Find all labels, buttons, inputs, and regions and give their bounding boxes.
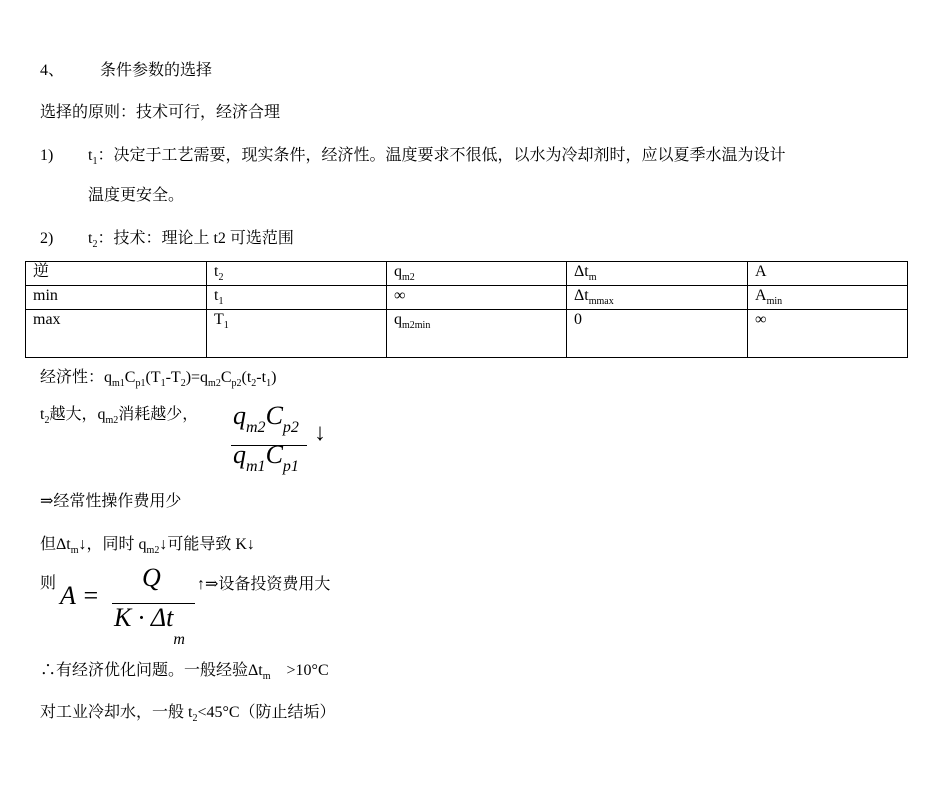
item1-body: ：决定于工艺需要，现实条件，经济性。温度要求不很低，以水为冷却剂时，应以夏季水温为设计	[97, 147, 786, 164]
table-cell: ∞	[748, 310, 908, 358]
item1-marker: 1)	[40, 147, 54, 164]
item2-var: t	[88, 230, 93, 247]
ratio-down-arrow: ↓	[314, 420, 326, 446]
area-numerator: Q	[142, 563, 161, 592]
principle-text: 选择的原则：技术可行，经济合理	[40, 104, 281, 121]
item2-text	[88, 229, 294, 249]
item1-var-sub: 1	[92, 156, 98, 167]
area-prefix: 则	[40, 575, 57, 592]
table-cell: $t_2$	[207, 262, 387, 286]
table-row	[26, 262, 908, 286]
conclusion-line: ∴有经济优化问题。一般经验$\Delta t_m >10^\circ C$	[40, 662, 329, 682]
cooling-water-line: 对工业冷却水，一般 $t_2<45^\circ C$（防止结垢）	[40, 704, 336, 724]
item1-continuation: 温度更安全。	[88, 187, 185, 204]
t2-consumption-line: $t_2$越大，$q_{m2}$消耗越少，	[40, 406, 199, 426]
table-cell: 逆	[26, 262, 207, 286]
ratio-denominator: $q_{m1}C_{p1}$	[233, 440, 299, 475]
table-cell: $\Delta t_m$	[567, 262, 748, 286]
item2-var-sub: 2	[92, 239, 98, 250]
table-cell: $q_{m2}$	[387, 262, 567, 286]
range-table	[25, 261, 908, 358]
section-title: 条件参数的选择	[100, 62, 213, 79]
section-number: 4、	[40, 62, 65, 79]
table-row	[26, 310, 908, 358]
area-denominator: $K \cdot \Delta t_m$	[114, 603, 185, 648]
table-cell: 0	[567, 310, 748, 358]
table-cell: $A_{min}$	[748, 286, 908, 310]
area-consequence: ↑⇒设备投资费用大	[197, 576, 331, 593]
area-lhs: A =	[60, 581, 100, 610]
economy-line: 经济性：$q_{m1}C_{p1}(T_1-T_2)=q_{m2}C_{p2}(t_2-t_1)$	[40, 369, 277, 389]
item1-text	[88, 146, 785, 166]
heat-transfer-line: 但$\Delta t_m↓$，同时 $q_{m2}↓$可能导致 K↓	[40, 536, 255, 556]
economy-label: 经济性：	[40, 369, 105, 386]
item2-body: ：技术：理论上 t2 可选范围	[97, 230, 294, 247]
ratio-numerator: $q_{m2}C_{p2}$	[233, 401, 299, 436]
operating-cost-line: ⇒经常性操作费用少	[40, 493, 182, 510]
table-cell: max	[26, 310, 207, 358]
table-cell: ∞	[387, 286, 567, 310]
table-cell: $T_1$	[207, 310, 387, 358]
table-cell: $t_1$	[207, 286, 387, 310]
table-cell: $q_{m2min}$	[387, 310, 567, 358]
table-cell: min	[26, 286, 207, 310]
item1-var: t	[88, 147, 93, 164]
table-cell: A	[748, 262, 908, 286]
table-cell: $\Delta t_{mmax}$	[567, 286, 748, 310]
item2-marker: 2)	[40, 230, 54, 247]
table-row	[26, 286, 908, 310]
